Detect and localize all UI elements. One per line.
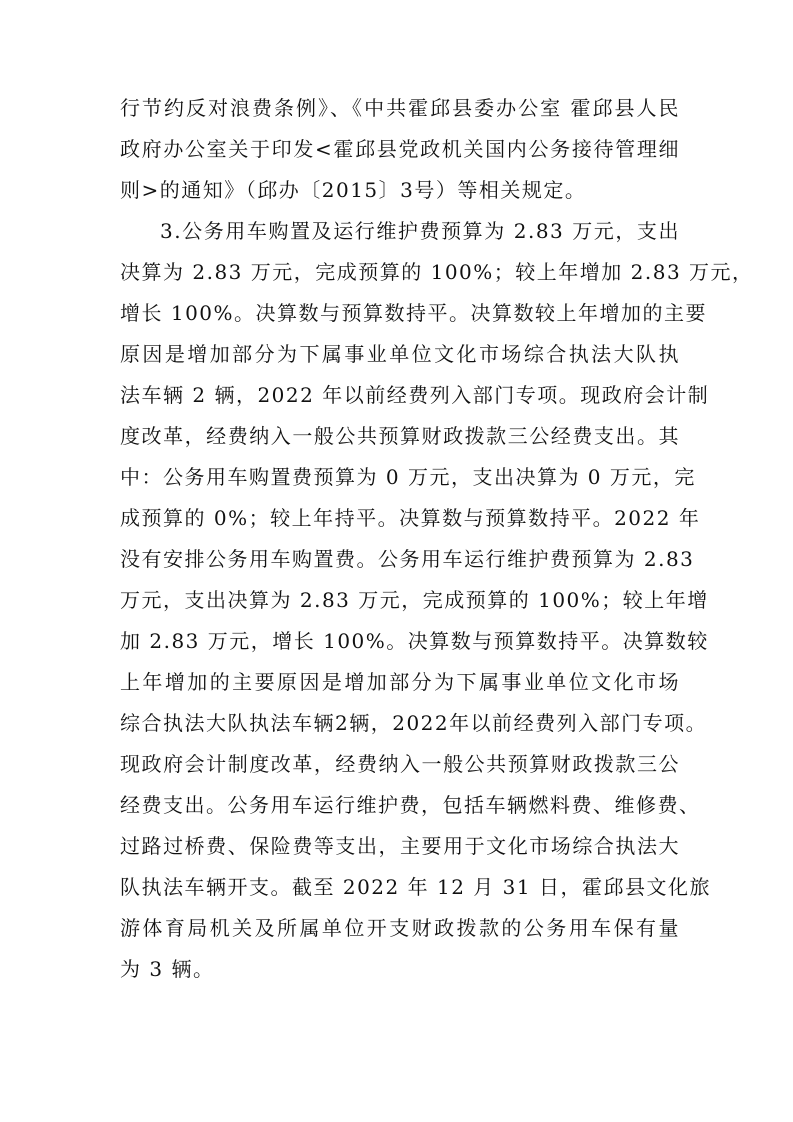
paragraph-line: 综合执法大队执法车辆2辆，2022年以前经费列入部门专项。 bbox=[120, 711, 708, 735]
paragraph-line: 成预算的 0%；较上年持平。决算数与预算数持平。2022 年 bbox=[120, 506, 701, 530]
paragraph-line: 原因是增加部分为下属事业单位文化市场综合执法大队执 bbox=[120, 342, 680, 366]
paragraph-line: 度改革，经费纳入一般公共预算财政拨款三公经费支出。其 bbox=[120, 424, 680, 448]
paragraph-line: 行节约反对浪费条例》、《中共霍邱县委办公室 霍邱县人民 bbox=[120, 96, 680, 120]
paragraph-line: 3.公务用车购置及运行维护费预算为 2.83 万元，支出 bbox=[160, 219, 680, 243]
paragraph-line: 过路过桥费、保险费等支出，主要用于文化市场综合执法大 bbox=[120, 834, 680, 858]
paragraph-line: 经费支出。公务用车运行维护费，包括车辆燃料费、维修费、 bbox=[120, 793, 701, 817]
paragraph-line: 法车辆 2 辆，2022 年以前经费列入部门专项。现政府会计制 bbox=[120, 383, 710, 407]
body-text bbox=[120, 88, 754, 990]
paragraph-line: 没有安排公务用车购置费。公务用车运行维护费预算为 2.83 bbox=[120, 547, 695, 571]
paragraph-line: 游体育局机关及所属单位开支财政拨款的公务用车保有量 bbox=[120, 916, 680, 940]
paragraph-line: 万元，支出决算为 2.83 万元，完成预算的 100%；较上年增 bbox=[120, 588, 709, 612]
paragraph-line: 决算为 2.83 万元，完成预算的 100%；较上年增加 2.83 万元， bbox=[120, 260, 754, 284]
paragraph-line: 现政府会计制度改革，经费纳入一般公共预算财政拨款三公 bbox=[120, 752, 680, 776]
paragraph-line: 上年增加的主要原因是增加部分为下属事业单位文化市场 bbox=[120, 670, 680, 694]
paragraph-line: 队执法车辆开支。截至 2022 年 12 月 31 日，霍邱县文化旅 bbox=[120, 875, 711, 899]
paragraph-line: 增长 100%。决算数与预算数持平。决算数较上年增加的主要 bbox=[120, 301, 708, 325]
paragraph-line: 政府办公室关于印发<霍邱县党政机关国内公务接待管理细 bbox=[120, 137, 680, 161]
paragraph-line: 中：公务用车购置费预算为 0 万元，支出决算为 0 万元，完 bbox=[120, 465, 696, 489]
paragraph-line: 为 3 辆。 bbox=[120, 957, 215, 981]
paragraph-line: 则>的通知》（邱办〔2015〕3号）等相关规定。 bbox=[120, 178, 587, 202]
paragraph-line: 加 2.83 万元，增长 100%。决算数与预算数持平。决算数较 bbox=[120, 629, 709, 653]
